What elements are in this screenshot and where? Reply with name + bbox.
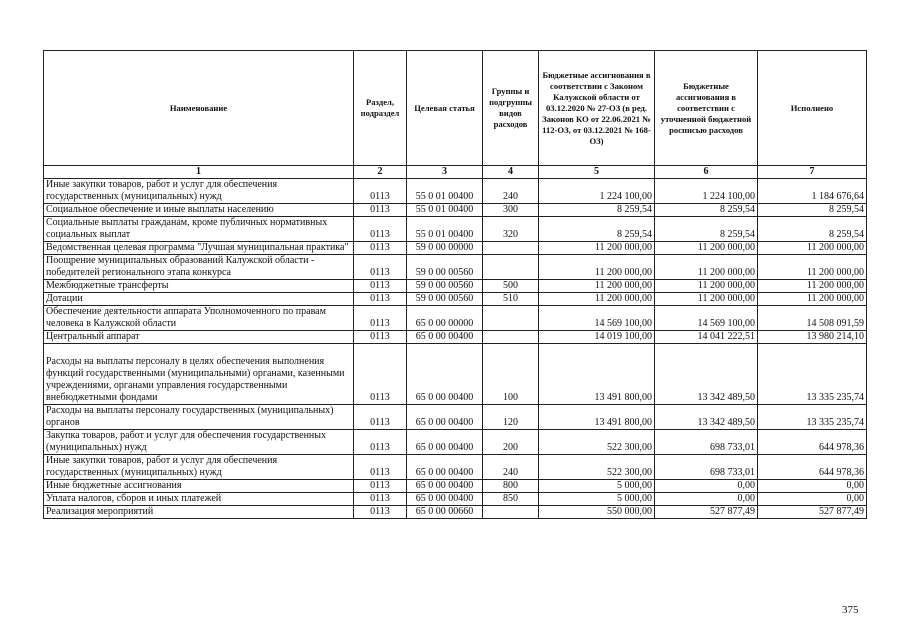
cell-target-article: 65 0 00 00660 — [407, 506, 483, 519]
table-body — [44, 179, 867, 519]
cell-executed: 0,00 — [758, 480, 867, 493]
header-refined-allocation: Бюджетные ассигнования в соответствии с уточненной бюджетной росписью расходов — [655, 51, 758, 166]
cell-section: 0113 — [354, 430, 407, 455]
cell-section: 0113 — [354, 480, 407, 493]
cell-name: Поощрение муниципальных образований Калужской области - победителей регионального этапа конкурса — [44, 255, 354, 280]
column-number: 6 — [655, 166, 758, 179]
cell-section: 0113 — [354, 179, 407, 204]
cell-executed: 1 184 676,64 — [758, 179, 867, 204]
cell-refined-allocation: 8 259,54 — [655, 217, 758, 242]
table-row — [44, 204, 867, 217]
cell-expense-group — [483, 242, 539, 255]
cell-executed: 644 978,36 — [758, 455, 867, 480]
cell-law-allocation: 14 569 100,00 — [539, 306, 655, 331]
cell-executed: 8 259,54 — [758, 204, 867, 217]
cell-executed: 0,00 — [758, 493, 867, 506]
cell-expense-group: 320 — [483, 217, 539, 242]
column-number: 2 — [354, 166, 407, 179]
cell-target-article: 65 0 00 00400 — [407, 344, 483, 405]
header-row — [44, 51, 867, 166]
cell-name: Социальное обеспечение и иные выплаты населению — [44, 204, 354, 217]
cell-expense-group: 100 — [483, 344, 539, 405]
cell-section: 0113 — [354, 242, 407, 255]
header-target-article: Целевая статья — [407, 51, 483, 166]
cell-name: Закупка товаров, работ и услуг для обеспечения государственных (муниципальных) нужд — [44, 430, 354, 455]
cell-name: Центральный аппарат — [44, 331, 354, 344]
cell-executed: 13 335 235,74 — [758, 344, 867, 405]
cell-law-allocation: 522 300,00 — [539, 430, 655, 455]
cell-name: Обеспечение деятельности аппарата Уполномоченного по правам человека в Калужской области — [44, 306, 354, 331]
cell-refined-allocation: 13 342 489,50 — [655, 344, 758, 405]
cell-section: 0113 — [354, 293, 407, 306]
cell-name: Иные закупки товаров, работ и услуг для обеспечения государственных (муниципальных) нужд — [44, 179, 354, 204]
cell-law-allocation: 13 491 800,00 — [539, 405, 655, 430]
cell-refined-allocation: 8 259,54 — [655, 204, 758, 217]
column-number: 4 — [483, 166, 539, 179]
cell-section: 0113 — [354, 280, 407, 293]
header-section: Раздел, подраздел — [354, 51, 407, 166]
cell-refined-allocation: 698 733,01 — [655, 455, 758, 480]
cell-refined-allocation: 13 342 489,50 — [655, 405, 758, 430]
cell-expense-group: 500 — [483, 280, 539, 293]
cell-name: Иные бюджетные ассигнования — [44, 480, 354, 493]
cell-name: Уплата налогов, сборов и иных платежей — [44, 493, 354, 506]
table-row — [44, 430, 867, 455]
table-row — [44, 242, 867, 255]
table-row — [44, 480, 867, 493]
table-row — [44, 493, 867, 506]
cell-law-allocation: 8 259,54 — [539, 204, 655, 217]
cell-expense-group: 120 — [483, 405, 539, 430]
cell-name: Расходы на выплаты персоналу в целях обеспечения выполнения функций государственными (муниципальными) органами, казенными учреждениями, органами управления государственными внебюджетными фондами — [44, 344, 354, 405]
column-number: 3 — [407, 166, 483, 179]
budget-table — [43, 50, 867, 519]
table-row — [44, 255, 867, 280]
column-number-row — [44, 166, 867, 179]
table-row — [44, 306, 867, 331]
cell-law-allocation: 1 224 100,00 — [539, 179, 655, 204]
cell-refined-allocation: 11 200 000,00 — [655, 293, 758, 306]
table-row — [44, 217, 867, 242]
cell-target-article: 55 0 01 00400 — [407, 204, 483, 217]
table-row — [44, 293, 867, 306]
cell-expense-group: 300 — [483, 204, 539, 217]
cell-executed: 11 200 000,00 — [758, 242, 867, 255]
cell-section: 0113 — [354, 344, 407, 405]
table-row — [44, 331, 867, 344]
budget-table-page — [43, 50, 866, 519]
cell-refined-allocation: 527 877,49 — [655, 506, 758, 519]
cell-law-allocation: 522 300,00 — [539, 455, 655, 480]
cell-name: Иные закупки товаров, работ и услуг для обеспечения государственных (муниципальных) нужд — [44, 455, 354, 480]
header-law-allocation: Бюджетные ассигнования в соответствии с Законом Калужской области от 03.12.2020 № 27-ОЗ (в ред. Законов КО от 22.06.2021 № 112-ОЗ, от 03.12.2021 № 168-ОЗ) — [539, 51, 655, 166]
cell-name: Дотации — [44, 293, 354, 306]
table-row — [44, 455, 867, 480]
cell-executed: 11 200 000,00 — [758, 280, 867, 293]
cell-name: Ведомственная целевая программа "Лучшая муниципальная практика" — [44, 242, 354, 255]
cell-target-article: 65 0 00 00400 — [407, 331, 483, 344]
cell-refined-allocation: 14 569 100,00 — [655, 306, 758, 331]
cell-section: 0113 — [354, 455, 407, 480]
cell-target-article: 59 0 00 00000 — [407, 242, 483, 255]
cell-expense-group: 240 — [483, 455, 539, 480]
cell-refined-allocation: 698 733,01 — [655, 430, 758, 455]
cell-refined-allocation: 11 200 000,00 — [655, 255, 758, 280]
cell-name: Расходы на выплаты персоналу государственных (муниципальных) органов — [44, 405, 354, 430]
page-number: 375 — [842, 604, 859, 616]
cell-target-article: 59 0 00 00560 — [407, 280, 483, 293]
header-executed: Исполнено — [758, 51, 867, 166]
cell-law-allocation: 5 000,00 — [539, 480, 655, 493]
cell-executed: 14 508 091,59 — [758, 306, 867, 331]
cell-name: Социальные выплаты гражданам, кроме публичных нормативных социальных выплат — [44, 217, 354, 242]
cell-refined-allocation: 0,00 — [655, 493, 758, 506]
cell-section: 0113 — [354, 217, 407, 242]
cell-law-allocation: 550 000,00 — [539, 506, 655, 519]
table-row — [44, 405, 867, 430]
cell-executed: 644 978,36 — [758, 430, 867, 455]
cell-law-allocation: 14 019 100,00 — [539, 331, 655, 344]
header-expense-group: Группы и подгруппы видов расходов — [483, 51, 539, 166]
cell-law-allocation: 13 491 800,00 — [539, 344, 655, 405]
cell-name: Реализация мероприятий — [44, 506, 354, 519]
cell-expense-group — [483, 306, 539, 331]
cell-refined-allocation: 0,00 — [655, 480, 758, 493]
cell-section: 0113 — [354, 506, 407, 519]
cell-law-allocation: 11 200 000,00 — [539, 255, 655, 280]
cell-target-article: 65 0 00 00400 — [407, 455, 483, 480]
cell-refined-allocation: 11 200 000,00 — [655, 242, 758, 255]
cell-law-allocation: 8 259,54 — [539, 217, 655, 242]
cell-section: 0113 — [354, 405, 407, 430]
table-row — [44, 179, 867, 204]
cell-executed: 527 877,49 — [758, 506, 867, 519]
table-row — [44, 506, 867, 519]
cell-refined-allocation: 1 224 100,00 — [655, 179, 758, 204]
cell-refined-allocation: 14 041 222,51 — [655, 331, 758, 344]
cell-target-article: 59 0 00 00560 — [407, 255, 483, 280]
cell-target-article: 65 0 00 00400 — [407, 480, 483, 493]
header-name: Наименование — [44, 51, 354, 166]
cell-expense-group: 240 — [483, 179, 539, 204]
cell-executed: 8 259,54 — [758, 217, 867, 242]
cell-target-article: 65 0 00 00000 — [407, 306, 483, 331]
cell-expense-group: 200 — [483, 430, 539, 455]
cell-law-allocation: 11 200 000,00 — [539, 242, 655, 255]
cell-name: Межбюджетные трансферты — [44, 280, 354, 293]
cell-executed: 11 200 000,00 — [758, 255, 867, 280]
cell-target-article: 55 0 01 00400 — [407, 179, 483, 204]
cell-refined-allocation: 11 200 000,00 — [655, 280, 758, 293]
table-row — [44, 344, 867, 405]
cell-target-article: 59 0 00 00560 — [407, 293, 483, 306]
table-row — [44, 280, 867, 293]
cell-section: 0113 — [354, 493, 407, 506]
column-number: 7 — [758, 166, 867, 179]
cell-expense-group — [483, 506, 539, 519]
cell-section: 0113 — [354, 204, 407, 217]
cell-law-allocation: 11 200 000,00 — [539, 293, 655, 306]
cell-target-article: 55 0 01 00400 — [407, 217, 483, 242]
cell-executed: 11 200 000,00 — [758, 293, 867, 306]
cell-expense-group — [483, 255, 539, 280]
cell-section: 0113 — [354, 255, 407, 280]
cell-target-article: 65 0 00 00400 — [407, 493, 483, 506]
column-number: 1 — [44, 166, 354, 179]
cell-target-article: 65 0 00 00400 — [407, 430, 483, 455]
cell-section: 0113 — [354, 331, 407, 344]
cell-section: 0113 — [354, 306, 407, 331]
cell-expense-group: 800 — [483, 480, 539, 493]
cell-law-allocation: 5 000,00 — [539, 493, 655, 506]
cell-expense-group: 850 — [483, 493, 539, 506]
cell-expense-group — [483, 331, 539, 344]
cell-executed: 13 335 235,74 — [758, 405, 867, 430]
cell-target-article: 65 0 00 00400 — [407, 405, 483, 430]
column-number: 5 — [539, 166, 655, 179]
cell-law-allocation: 11 200 000,00 — [539, 280, 655, 293]
cell-executed: 13 980 214,10 — [758, 331, 867, 344]
cell-expense-group: 510 — [483, 293, 539, 306]
